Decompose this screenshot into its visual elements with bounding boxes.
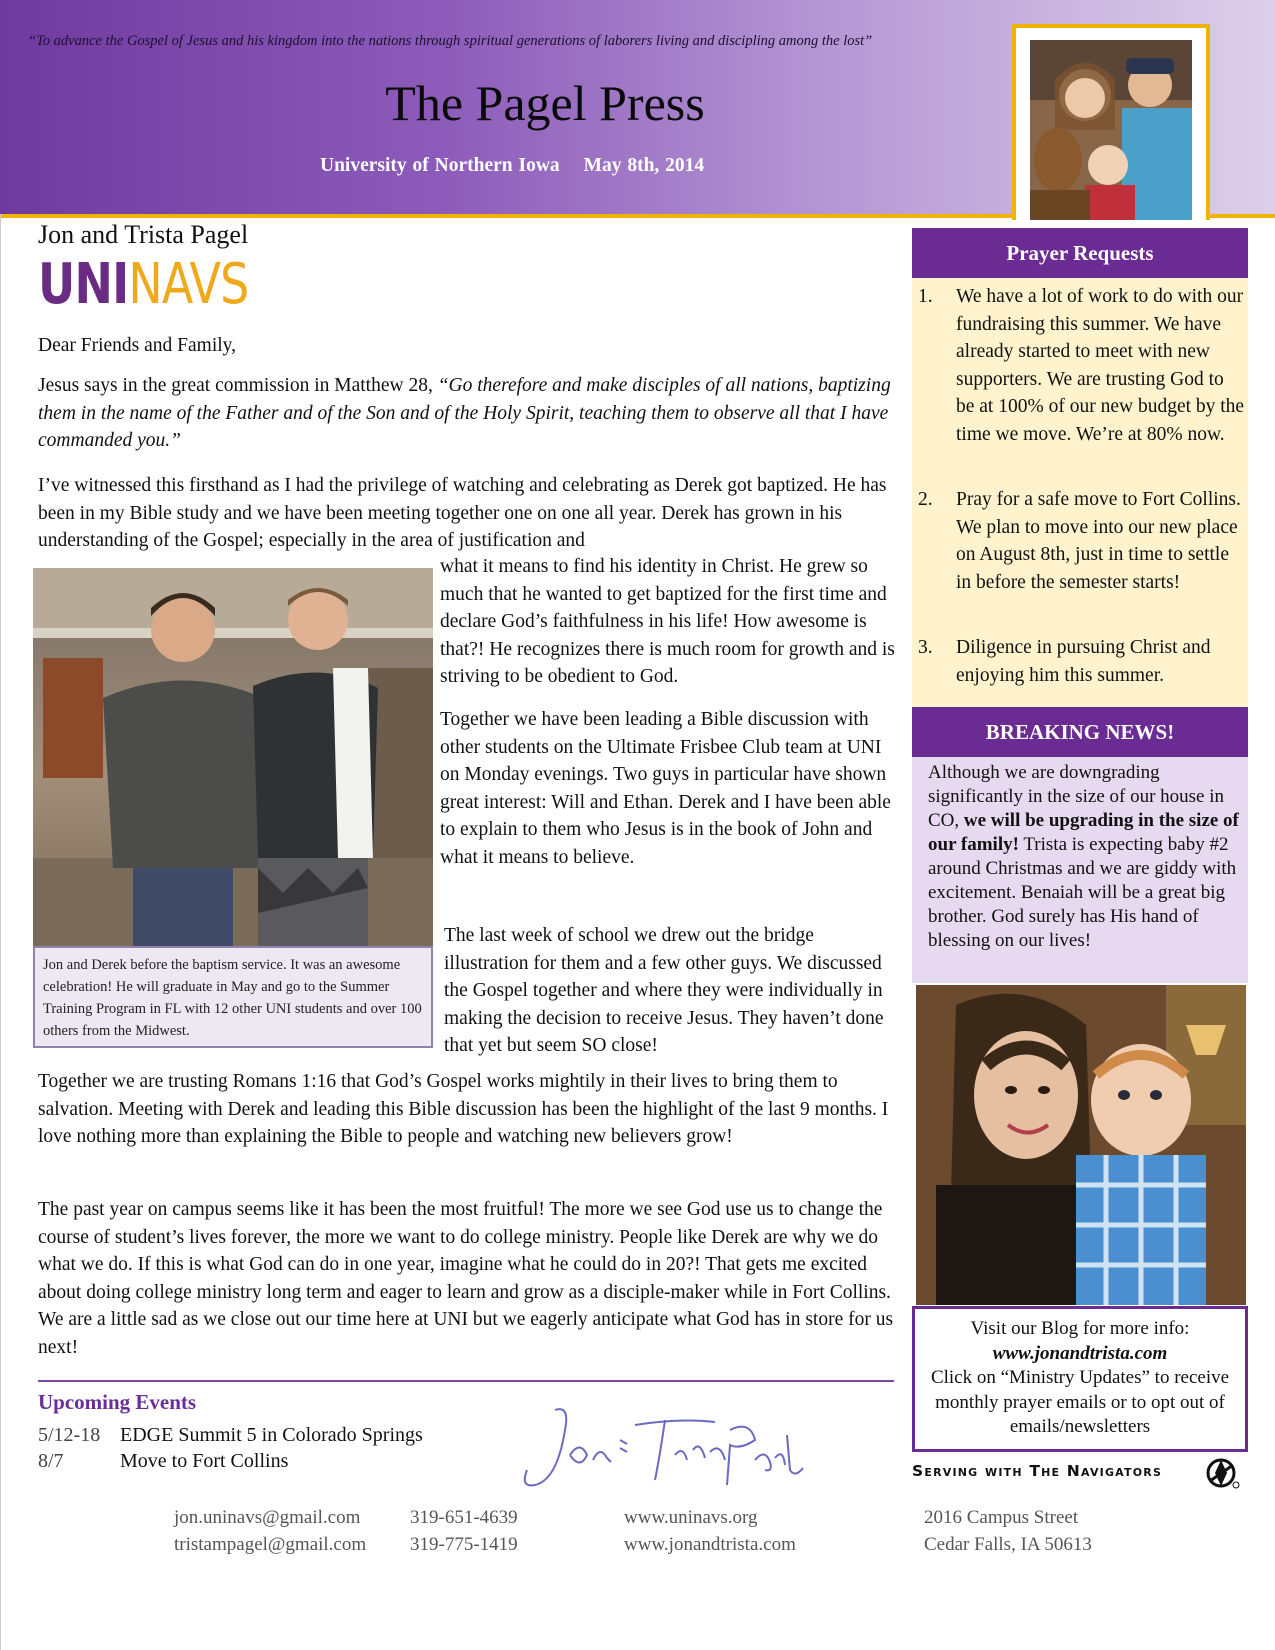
contact-email-jon[interactable]: jon.uninavs@gmail.com (174, 1507, 361, 1528)
trista-and-benaiah-photo-icon (916, 985, 1246, 1305)
breaking-news-text: Although we are downgrading significantly in the size of our house in CO, we will be upgrading in the size of our family! Trista is expecting baby #2 around Christmas and we are giddy with excitement. Benaiah will be a great big brother. God surely has His hand of blessing on our lives! (928, 762, 1239, 951)
contact-websites (624, 1504, 796, 1558)
contact-website-blog[interactable]: www.jonandtrista.com (624, 1534, 796, 1555)
breaking-news-header: BREAKING NEWS! (912, 707, 1248, 757)
letter-paragraph-5: Together we are trusting Romans 1:16 that God’s Gospel works mightily in their lives to bring them to salvation. Meeting with Derek and leading this Bible discussion has been the highlight of the last 9 months. I love nothing more than explaining the Bible to people and watching new believers grow! (38, 1071, 889, 1147)
contact-emails (174, 1504, 366, 1558)
jon-and-derek-photo-icon (33, 568, 433, 946)
contact-phone-trista: 319-775-1419 (410, 1534, 518, 1555)
newsletter-subtitle (320, 155, 722, 177)
family-photo (1030, 40, 1192, 220)
uninavs-logo: UNINAVS (38, 252, 249, 317)
family-photo-icon (1030, 40, 1192, 220)
newsletter-title: The Pagel Press (385, 75, 705, 131)
letter-paragraph-3: Together we have been leading a Bible discussion with other students on the Ultimate Frisbee Club team at UNI on Monday evenings. Two guys in particular have shown great interest: Will and Ethan. Derek and I have been able to explain to them who Jesus is in the book of John and what it means to believe. (440, 709, 891, 868)
school-name: University of Northern Iowa (320, 155, 560, 176)
jon-and-derek-photo (33, 568, 433, 946)
author-names: Jon and Trista Pagel (38, 220, 249, 249)
prayer-requests-header: Prayer Requests (912, 228, 1248, 278)
mission-motto: “To advance the Gospel of Jesus and his kingdom into the nations through spiritual generations of laborers living and discipling among the lost” (28, 33, 873, 49)
breaking-news-box (912, 757, 1248, 983)
letter-paragraph-2-side: what it means to find his identity in Christ. He grew so much that he wanted to get baptized for the first time and declare God’s faithfulness in his life! How awesome is that?! He recognizes there is much room for growth and is striving to be obedient to God. (440, 556, 895, 687)
prayer-requests-box: 1. We have a lot of work to do with our fundraising this summer. We have already started to meet with new supporters. We are trusting God to be at 100% of our new budget by the time we move. We’re at 80% now. 2. Pray for a safe move to Fort Collins. We plan to move into our new place on August 8th, just in time to settle in before the semester starts! 3. Diligence in pursuing Christ and enjoying him this summer. (912, 278, 1248, 708)
address-line-1: 2016 Campus Street (924, 1507, 1079, 1528)
letter-paragraph-1: Jesus says in the great commission in Matthew 28, “Go therefore and make disciples of all nations, baptizing them in the name of the Father and of the Son and of the Holy Spirit, teaching them to observe all that I have commanded you.” (38, 375, 891, 451)
photo-caption: Jon and Derek before the baptism service. It was an awesome celebration! He will graduate in May and go to the Summer Training Program in FL with 12 other UNI students and over 100 others from the Midwest. (33, 946, 433, 1048)
contact-address (924, 1504, 1092, 1558)
letter-greeting: Dear Friends and Family, (38, 335, 237, 356)
contact-website-uninavs[interactable]: www.uninavs.org (624, 1507, 758, 1528)
events-divider (38, 1380, 894, 1382)
contact-phone-jon: 319-651-4639 (410, 1507, 518, 1528)
letter-paragraph-4: The last week of school we drew out the bridge illustration for them and a few other guys. We discussed the Gospel together and where they were individually in making the decision to receive Jesus. They haven’t done that yet but seem SO close! (444, 925, 884, 1056)
address-line-2: Cedar Falls, IA 50613 (924, 1534, 1092, 1555)
contact-email-trista[interactable]: tristampagel@gmail.com (174, 1534, 367, 1555)
contact-phones (410, 1504, 518, 1558)
navigators-tagline: Serving with The Navigators (912, 1462, 1163, 1480)
trista-and-benaiah-photo (916, 985, 1246, 1305)
event-item: 5/12-18 EDGE Summit 5 in Colorado Springs (38, 1424, 423, 1446)
blog-intro: Visit our Blog for more info: (970, 1318, 1190, 1339)
letter-paragraph-6: The past year on campus seems like it has been the most fruitful! The more we see God use us to change the course of student’s lives forever, the more we want to do college ministry. People like Derek are why we do what we do. If this is what God can do in one year, imagine what he could do in 20?! That gets me excited about doing college ministry long term and eager to learn and grow as a disciple-maker while in Fort Collins. We are a little sad as we close out our time here at UNI but we eagerly anticipate what God has in store for us next! (38, 1199, 894, 1358)
signature-icon (515, 1400, 805, 1500)
blog-link[interactable]: www.jonandtrista.com (992, 1342, 1168, 1364)
page-border (0, 214, 1, 1650)
events-title: Upcoming Events (38, 1390, 197, 1414)
event-item: 8/7 Move to Fort Collins (38, 1450, 289, 1472)
blog-info-box (912, 1306, 1248, 1452)
letter-paragraph-2-top: I’ve witnessed this firsthand as I had the privilege of watching and celebrating as Derek got baptized. He has been in my Bible study and we have been meeting together one on one all year. Derek has grown in his understanding of the Gospel; especially in the area of justification and (38, 475, 887, 551)
family-photo-frame (1012, 24, 1210, 220)
blog-instructions: Click on “Ministry Updates” to receive monthly prayer emails or to opt out of emails/newsletters (930, 1367, 1230, 1437)
issue-date: May 8th, 2014 (583, 155, 705, 176)
navigators-logo-icon (1205, 1455, 1241, 1491)
